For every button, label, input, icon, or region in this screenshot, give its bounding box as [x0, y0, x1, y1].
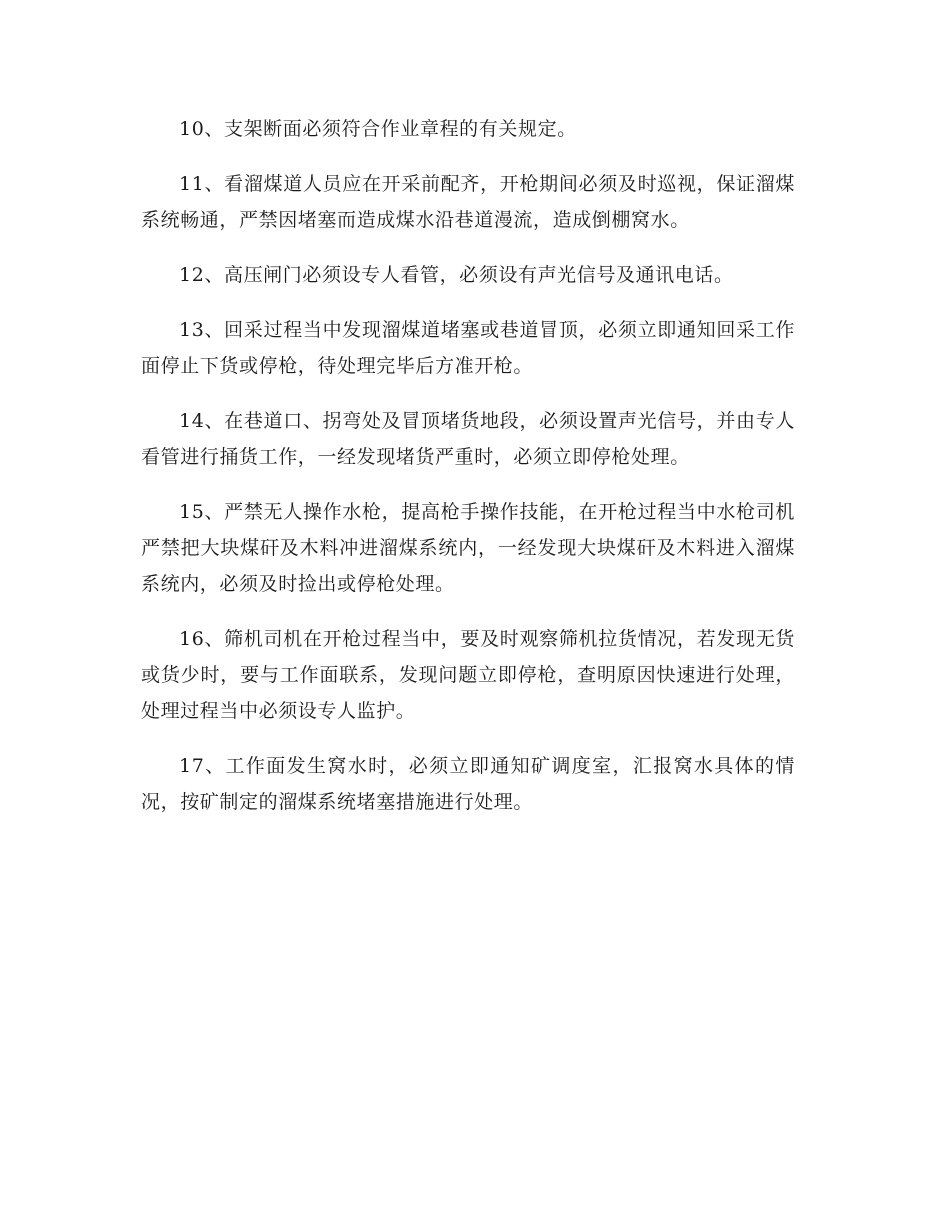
paragraph-item-12: 12、高压闸门必须设专人看管，必须设有声光信号及通讯电话。: [179, 264, 734, 286]
paragraph-item-16: 16、筛机司机在开枪过程当中，要及时观察筛机拉货情况，若发现无货或货少时，要与工作面联系，发现问题立即停枪，查明原因快速进行处理，处理过程当中必须设专人监护。: [141, 628, 795, 722]
document-body: [141, 111, 795, 839]
paragraph-item-13: 13、回采过程当中发现溜煤道堵塞或巷道冒顶，必须立即通知回采工作面停止下货或停枪，待处理完毕后方准开枪。: [141, 319, 795, 377]
paragraph-item-10: 10、支架断面必须符合作业章程的有关规定。: [179, 118, 577, 140]
paragraph-item-15: 15、严禁无人操作水枪，提高枪手操作技能，在开枪过程当中水枪司机严禁把大块煤矸及木料冲进溜煤系统内，一经发现大块煤矸及木料进入溜煤系统内，必须及时捡出或停枪处理。: [141, 501, 795, 595]
paragraph-item-11: 11、看溜煤道人员应在开采前配齐，开枪期间必须及时巡视，保证溜煤系统畅通，严禁因堵塞而造成煤水沿巷道漫流，造成倒棚窝水。: [141, 173, 795, 231]
paragraph-item-17: 17、工作面发生窝水时，必须立即通知矿调度室，汇报窝水具体的情况，按矿制定的溜煤系统堵塞措施进行处理。: [141, 755, 795, 813]
paragraph-item-14: 14、在巷道口、拐弯处及冒顶堵货地段，必须设置声光信号，并由专人看管进行捅货工作，一经发现堵货严重时，必须立即停枪处理。: [141, 410, 795, 468]
